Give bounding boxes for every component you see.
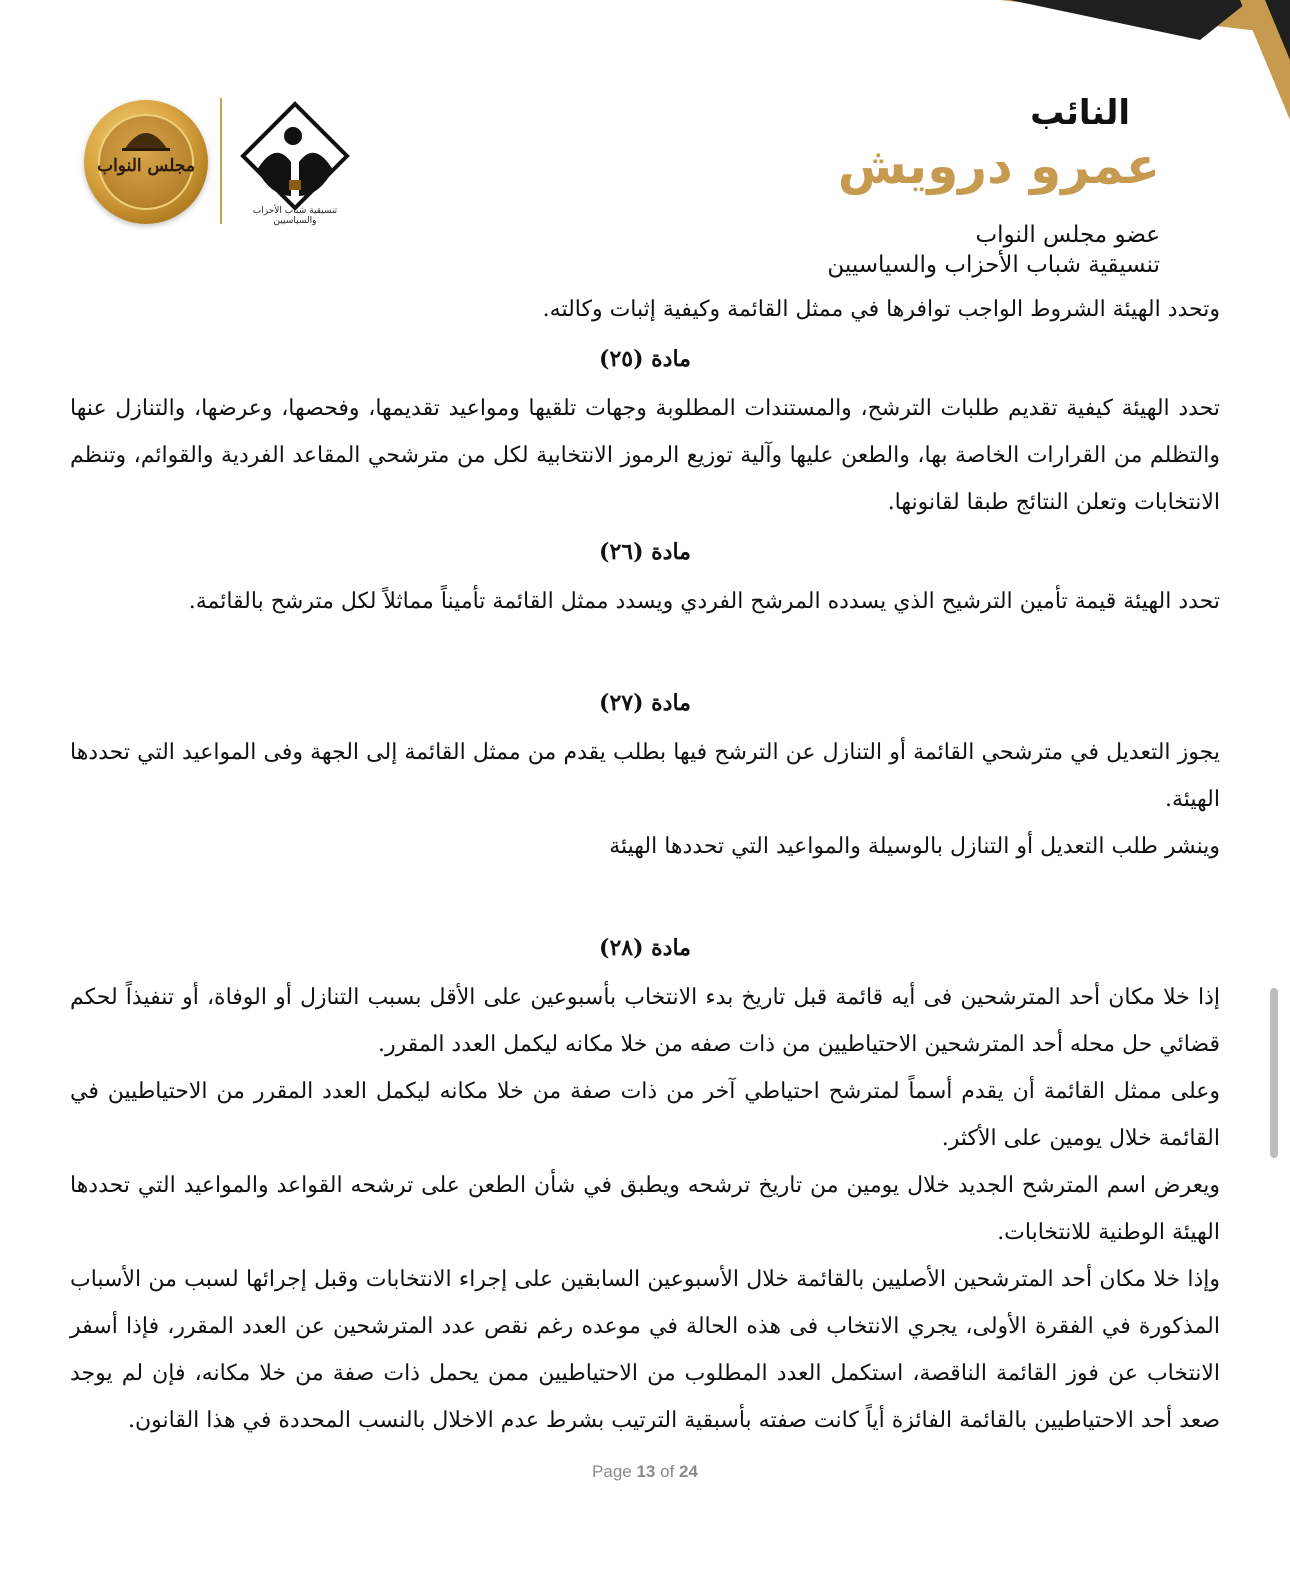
article-heading: مادة (٢٨) (599, 935, 691, 961)
title-block (740, 90, 1160, 280)
scrollbar-thumb[interactable] (1270, 988, 1278, 1158)
emblem-caption: تنسيقية شباب الأحزاب والسياسيين (252, 206, 338, 226)
letterhead (70, 90, 1160, 280)
page-separator: of (660, 1462, 675, 1481)
title-label: النائب (1030, 93, 1130, 133)
article-paragraph: ويعرض اسم المترشح الجديد خلال يومين من تاريخ ترشحه ويطبق في شأن الطعن على ترشحه القواعد والمواعيد التي تحددها الهيئة الوطنية للانتخابات. (70, 1173, 1220, 1245)
article-heading: مادة (٢٥) (599, 346, 691, 372)
article-paragraph: تحدد الهيئة كيفية تقديم طلبات الترشح، والمستندات المطلوبة وجهات تلقيها ومواعيد تقديمها، وفحصها، وعرضها، والتنازل عنها والتظلم من القرارات الخاصة بها، والطعن عليها وآلية توزيع الرموز الانتخابية لكل من مترشحي المقاعد الفردية والقوائم، وتنظم الانتخابات وتعلن النتائج طبقا لقانونها. (70, 396, 1220, 515)
member-name: عمرو درويش (837, 137, 1160, 195)
current-page: 13 (636, 1462, 656, 1481)
article-heading: مادة (٢٧) (599, 690, 691, 716)
member-organization: تنسيقية شباب الأحزاب والسياسيين (827, 252, 1160, 278)
parliament-seal-icon (84, 100, 208, 224)
page-indicator (0, 1462, 1290, 1482)
article-heading: مادة (٢٦) (599, 539, 691, 565)
article-paragraph: إذا خلا مكان أحد المترشحين فى أيه قائمة قبل تاريخ بدء الانتخاب بأسبوعين على الأقل بسبب التنازل أو الوفاة، أو تنفيذاً لحكم قضائي حل محله أحد المترشحين الاحتياطيين من ذات صفه من خلا مكانه ليكمل العدد المقرر. (70, 985, 1220, 1057)
article-paragraph: وينشر طلب التعديل أو التنازل بالوسيلة والمواعيد التي تحددها الهيئة (609, 834, 1220, 859)
member-role: عضو مجلس النواب (975, 222, 1160, 248)
page-prefix: Page (592, 1462, 632, 1481)
article-paragraph: تحدد الهيئة قيمة تأمين الترشيح الذي يسدده المرشح الفردي ويسدد ممثل القائمة تأميناً مماثلاً لكل مترشح بالقائمة. (188, 589, 1220, 614)
article-paragraph: وعلى ممثل القائمة أن يقدم أسماً لمترشح احتياطي آخر من ذات صفة من خلا مكانه ليكمل العدد المقرر من الاحتياطيين في القائمة خلال يومين على الأكثر. (70, 1079, 1220, 1151)
article-paragraph: وإذا خلا مكان أحد المترشحين الأصليين بالقائمة خلال الأسبوعين السابقين على إجراء الانتخابات وقبل إجرائها لسبب من الأسباب المذكورة في الفقرة الأولى، يجري الانتخاب فى هذه الحالة في موعده رغم نقص عدد المترشحين عن العدد المقرر، فإذا أسفر الانتخاب عن فوز القائمة الناقصة، استكمل العدد المطلوب من الاحتياطيين ممن يحمل ذات صفة من خلا مكانه، فإن لم يوجد صعد أحد الاحتياطيين بالقائمة الفائزة أياً كانت صفته بأسبقية الترتيب بشرط عدم الاخلال بالنسب المحددة في هذا القانون. (70, 1267, 1220, 1433)
intro-paragraph: وتحدد الهيئة الشروط الواجب توافرها في ممثل القائمة وكيفية إثبات وكالته. (542, 297, 1220, 322)
total-pages: 24 (679, 1462, 698, 1481)
header-divider (220, 98, 222, 224)
article-paragraph: يجوز التعديل في مترشحي القائمة أو التنازل عن الترشح فيها بطلب يقدم من ممثل القائمة إلى الجهة وفى المواعيد التي تحددها الهيئة. (70, 740, 1220, 812)
document-body (70, 286, 1220, 1444)
seal-text: مجلس النواب (97, 156, 195, 176)
youth-coordination-logo-icon (235, 100, 355, 220)
